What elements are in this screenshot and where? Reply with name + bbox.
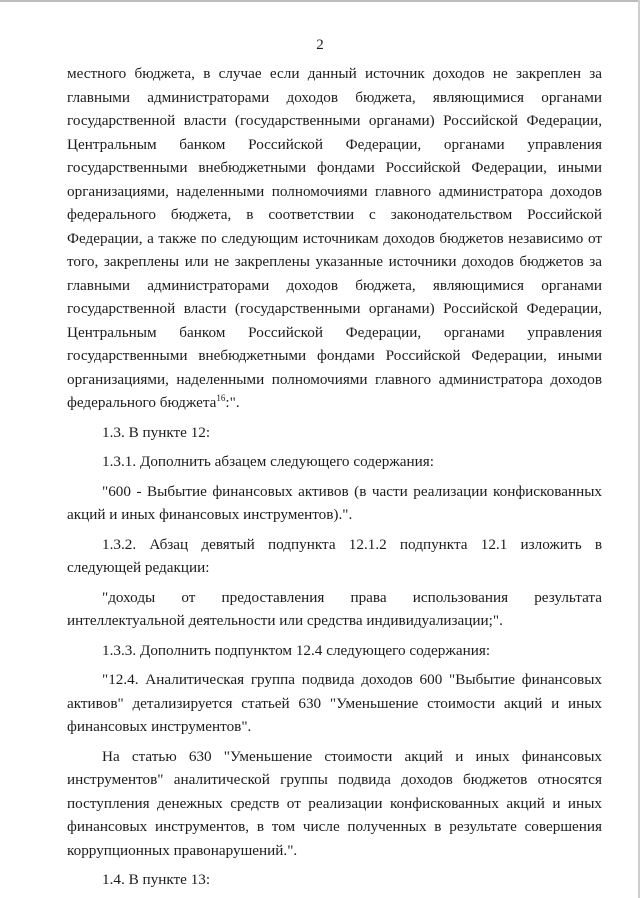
paragraph-article-630: На статью 630 "Уменьшение стоимости акций и иных финансовых инструментов" аналитической группы подвида доходов бюджетов относятся поступления денежных средств от реализации конфискованных акций и иных финансовых инструментов, в том числе полученных в результате совершения коррупционных правонарушений.". (67, 747, 602, 859)
scan-edge-top (0, 0, 640, 2)
paragraph-item-1-3-2: 1.3.2. Абзац девятый подпункта 12.1.2 подпункта 12.1 изложить в следующей редакции: (67, 535, 602, 576)
paragraph-item-1-3-1: 1.3.1. Дополнить абзацем следующего содержания: (102, 453, 434, 470)
paragraph-tail: :". (225, 394, 240, 411)
page-number: 2 (316, 37, 324, 53)
paragraph-item-1-3-3: 1.3.3. Дополнить подпунктом 12.4 следующего содержания: (102, 641, 491, 659)
paragraph-item-1-3: 1.3. В пункте 12: (102, 423, 211, 441)
paragraph-text: местного бюджета, в случае если данный источник доходов не закреплен за главными администраторами доходов бюджета, являющимися органами государственной власти (государственными органами) Российской Федерации, Центральным банком Российской Федерации, органами управления государственными внебюджетными фондами Российской Федерации, иными организациями, наделенными полномочиями главного администратора доходов федерального бюджета, в соответствии с законодательством Российской Федерации, а также по следующим источникам доходов бюджетов независимо от того, закреплены или не закреплены указанные источники доходов бюджетов за главными администраторами доходов бюджета, являющимися органами государственной власти (государственными органами) Российской Федерации, Центральным банком Российской Федерации, органами управления государственными внебюджетными фондами Российской Федерации, иными организациями, наделенными полномочиями главного администратора доходов федерального бюджета (67, 65, 602, 411)
paragraph-item-1-4: 1.4. В пункте 13: (102, 871, 211, 888)
document-body (67, 62, 602, 892)
paragraph-continuation (67, 62, 602, 415)
paragraph-quote-12-4: "12.4. Аналитическая группа подвида доходов 600 "Выбытие финансовых активов" детализируется статьей 630 "Уменьшение стоимости акций и иных финансовых инструментов". (67, 671, 602, 735)
paragraph-quote-600: "600 - Выбытие финансовых активов (в части реализации конфискованных акций и иных финансовых инструментов).". (67, 482, 602, 523)
paragraph-quote-income: "доходы от предоставления права использования результата интеллектуальной деятельности или средства индивидуализации;". (67, 588, 602, 629)
footnote-ref: 16 (216, 392, 226, 403)
